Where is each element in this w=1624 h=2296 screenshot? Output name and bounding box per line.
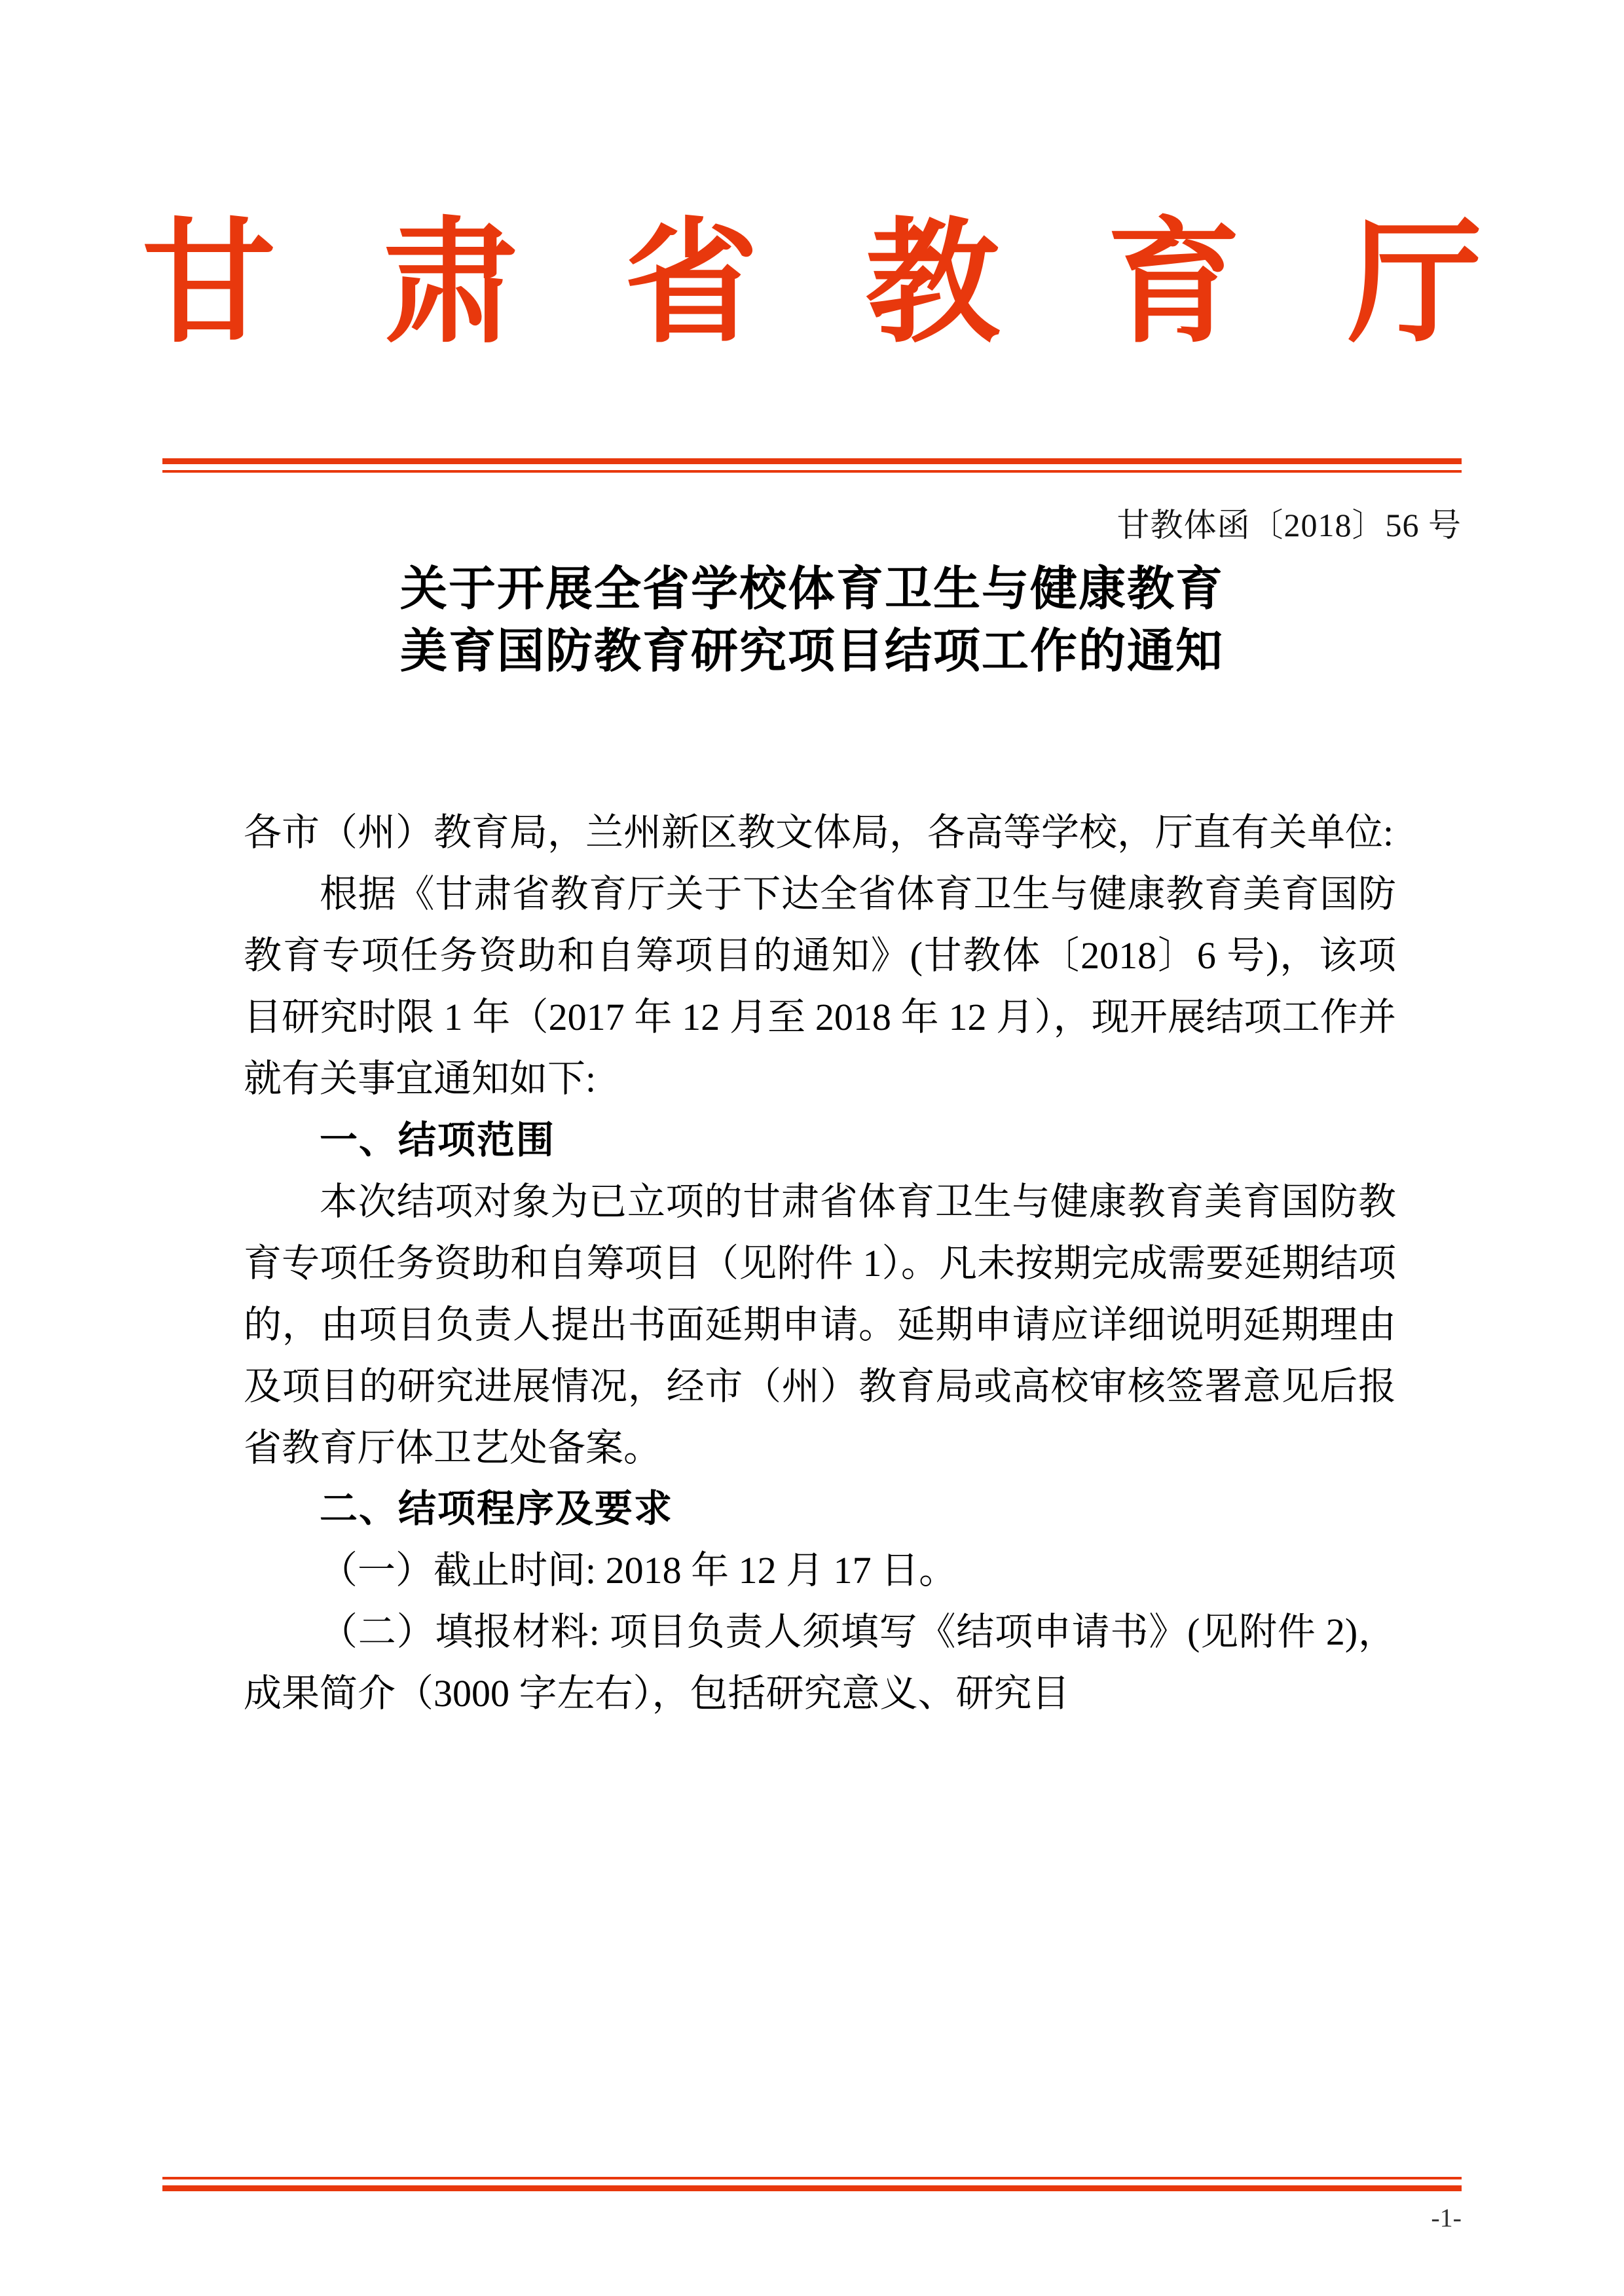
- page-title: [162, 558, 1462, 682]
- footer-divider-thin-bar: [162, 2177, 1462, 2179]
- header-divider-thick-bar: [162, 458, 1462, 464]
- footer-divider-thick-bar: [162, 2185, 1462, 2191]
- page-title-line-1: 关于开展全省学校体育卫生与健康教育: [399, 561, 1224, 616]
- document-number: 甘教体函〔2018〕56 号: [1116, 507, 1462, 543]
- header-divider-thin-bar: [162, 470, 1462, 473]
- body-paragraph: 本次结项对象为已立项的甘肃省体育卫生与健康教育美育国防教育专项任务资助和自筹项目（见附件 1）。凡未按期完成需要延期结项的，由项目负责人提出书面延期申请。延期申请应详细说明延期理由及项目的研究进展情况，经市（州）教育局或高校审核签署意见后报省教育厅体卫艺处备案。: [244, 1180, 1396, 1469]
- page-number: -1-: [1431, 2203, 1462, 2232]
- footer-divider: [162, 2177, 1462, 2191]
- document-body: [244, 802, 1396, 1724]
- body-paragraph: 各市（州）教育局，兰州新区教文体局，各高等学校，厅直有关单位:: [244, 811, 1394, 854]
- letterhead: [0, 204, 1624, 361]
- body-paragraph: （一）截止时间: 2018 年 12 月 17 日。: [320, 1549, 957, 1592]
- header-divider: [162, 458, 1462, 473]
- section-heading: 一、结项范围: [320, 1117, 556, 1162]
- body-paragraph: （二）填报材料: 项目负责人须填写《结项申请书》(见附件 2)，成果简介（3000 字左右），包括研究意义、研究目: [244, 1611, 1396, 1715]
- letterhead-title: 甘 肃 省 教 育 厅: [141, 204, 1513, 361]
- page-title-line-2: 美育国防教育研究项目结项工作的通知: [399, 623, 1224, 679]
- section-heading: 二、结项程序及要求: [320, 1486, 674, 1531]
- body-paragraph: 根据《甘肃省教育厅关于下达全省体育卫生与健康教育美育国防教育专项任务资助和自筹项目的通知》(甘教体〔2018〕6 号)，该项目研究时限 1 年（2017 年 12 月至 2018 年 12 月），现开展结项工作并就有关事宜通知如下:: [244, 872, 1396, 1100]
